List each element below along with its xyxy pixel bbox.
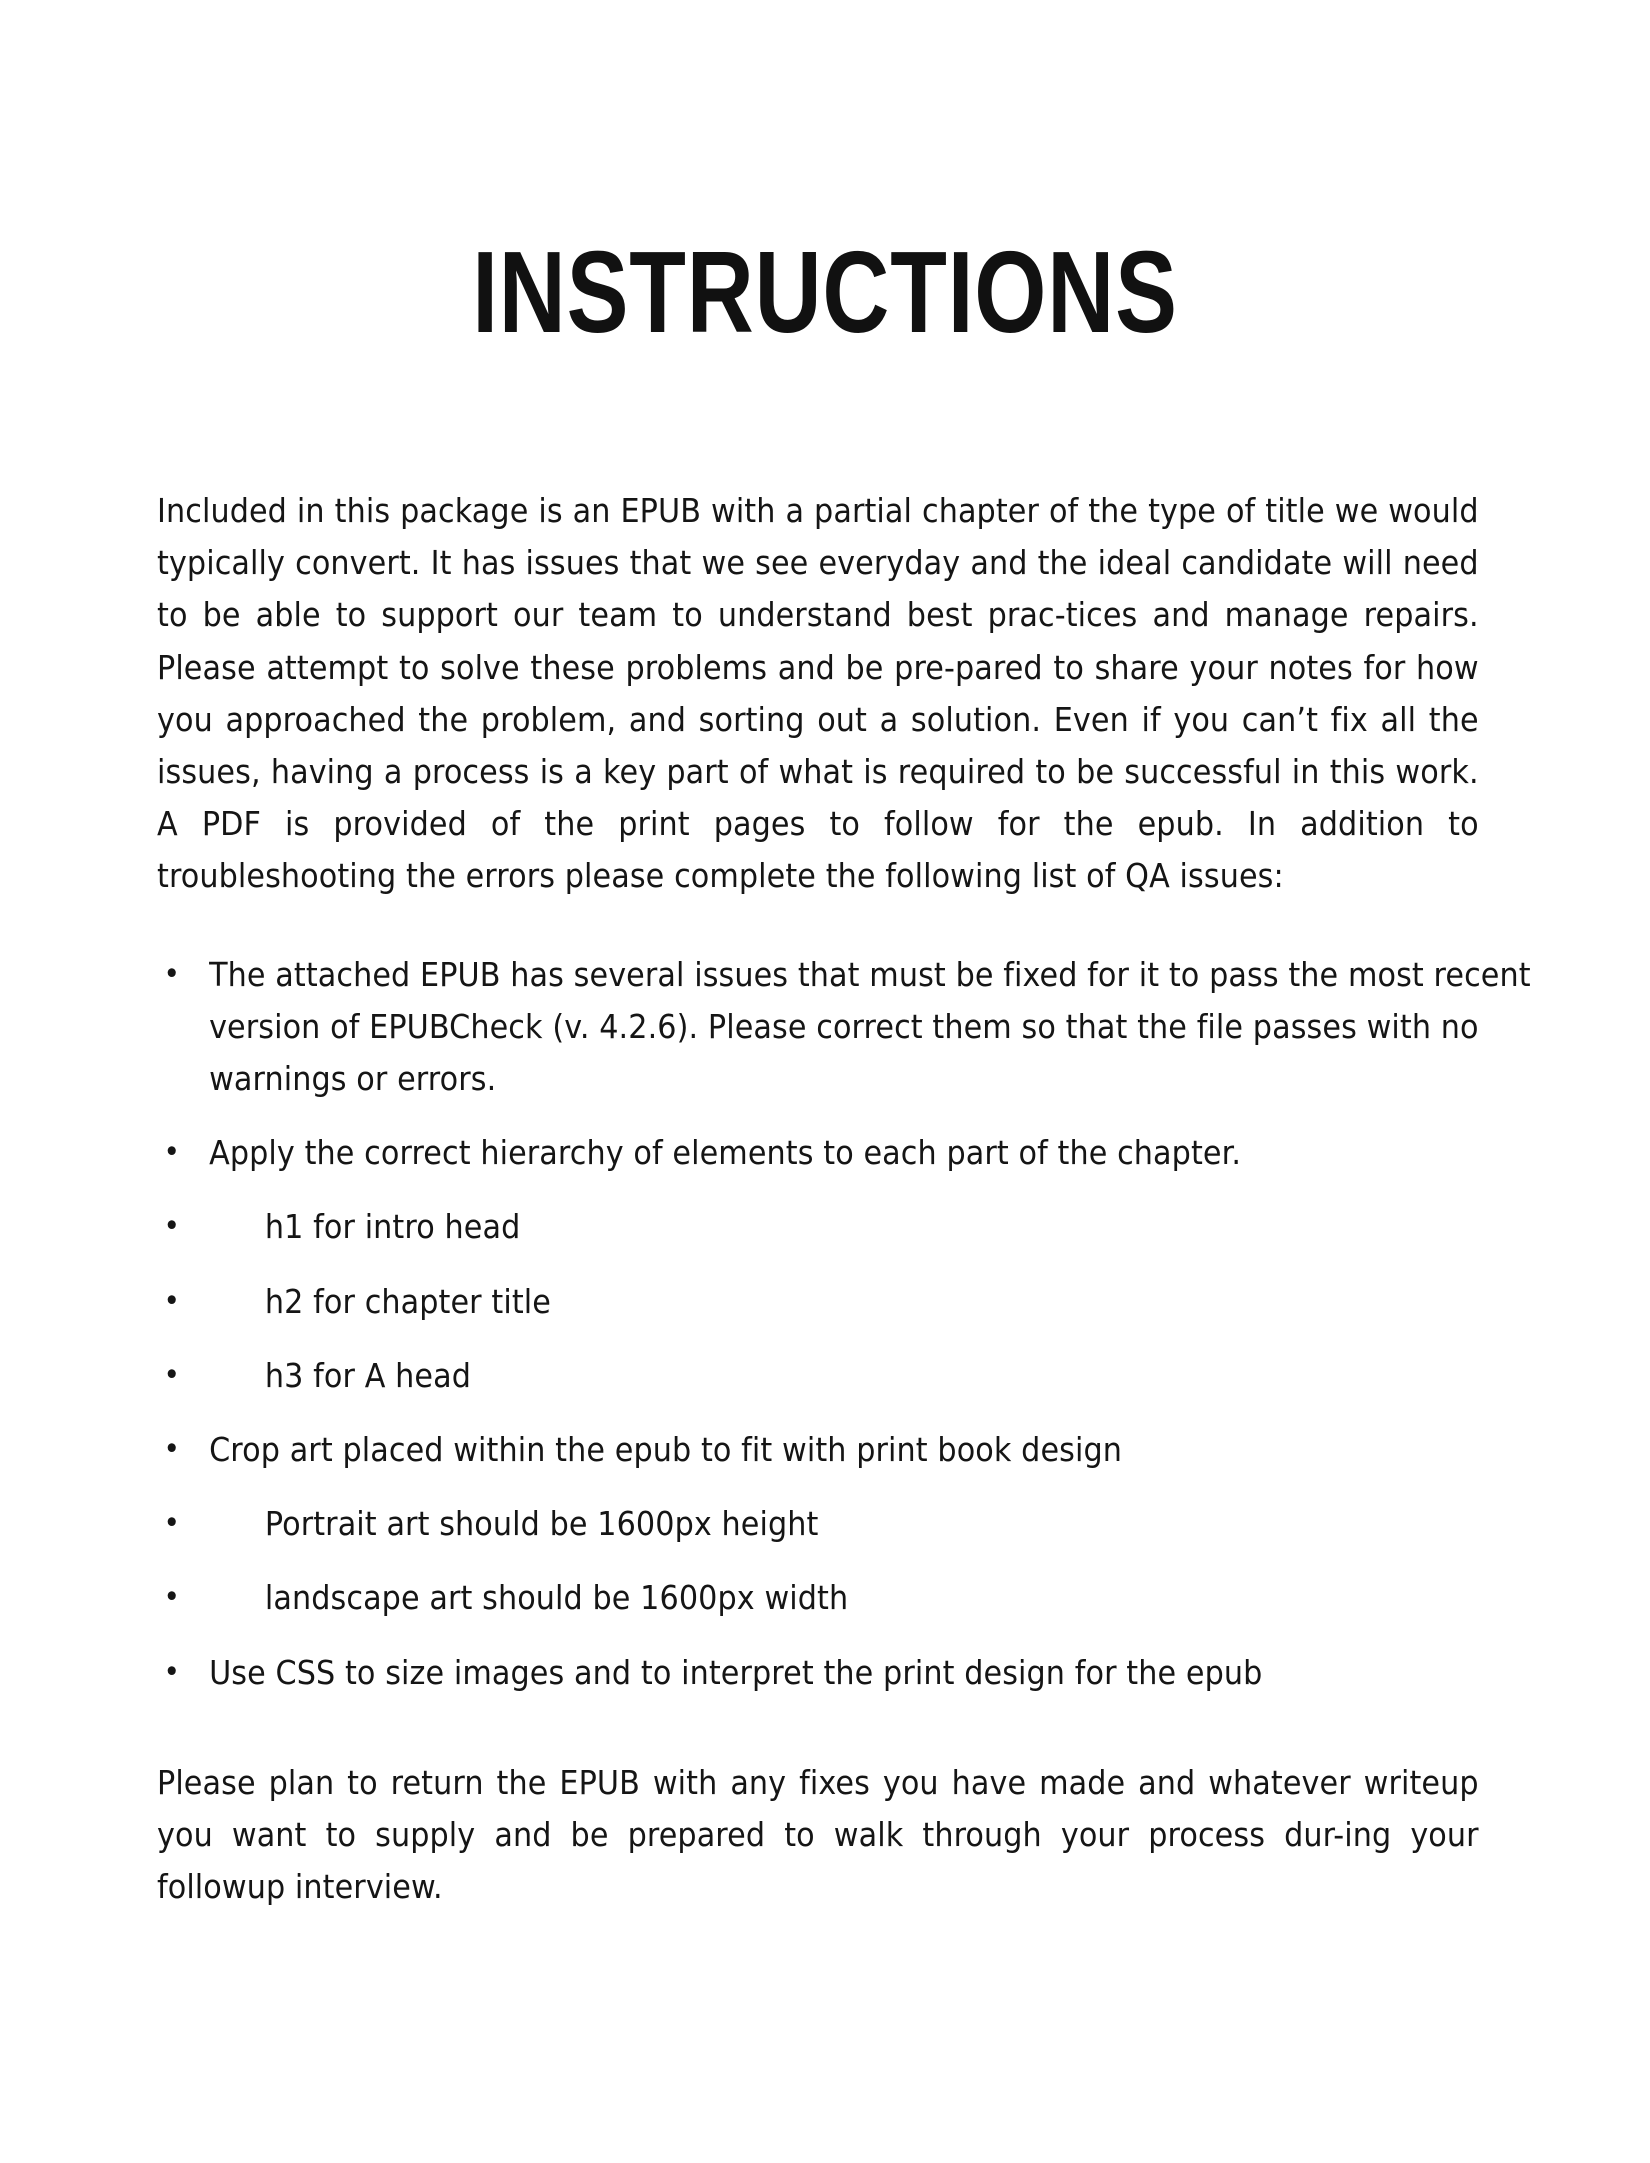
list-gap [157,1476,1479,1498]
list-item-text: Portrait art should be 1600px height [264,1505,819,1544]
list-gap [157,1328,1479,1350]
page-title: INSTRUCTIONS [472,226,1178,357]
list-item [157,1498,1587,1550]
list-item-text: Crop art placed within the epub to fit with print book design [209,1431,1123,1470]
list-item [157,949,1541,1106]
list-item [157,1647,1531,1699]
bullet-icon: • [163,1654,181,1690]
list-item [157,1350,1587,1402]
list-item-text: h1 for intro head [264,1208,521,1247]
list-item-text: h2 for chapter title [264,1282,551,1321]
intro-paragraph: Included in this package is an EPUB with a partial chapter of the type of title we would typically convert. It has issues that we see everyday and the ideal candidate will need to be able to support our team to understand best prac-tices and manage repairs. Please attempt to solve these problems and be pre-pared to share your notes for how you approached the problem, and sorting out a solution. Even if you can’t fix all the issues, having a process is a key part of what is required to be successful in this work. A PDF is provided of the print pages to follow for the epub. In addition to troubleshooting the errors please complete the following list of QA issues: [157,492,1489,896]
bullet-icon: • [163,1580,181,1616]
list-item-text: Use CSS to size images and to interpret the print design for the epub [209,1653,1263,1692]
list-gap [157,1625,1479,1647]
spacer-after-list [157,1699,1479,1757]
list-item-text: h3 for A head [264,1356,472,1395]
list-item [157,1276,1587,1328]
list-item-text: landscape art should be 1600px width [264,1579,849,1618]
list-gap [157,1179,1479,1201]
list-gap [157,1105,1479,1127]
list-item [157,1127,1531,1179]
qa-issues-list [157,949,1541,1699]
list-item [157,1572,1587,1624]
list-gap [157,1402,1479,1424]
list-item [157,1424,1531,1476]
bullet-icon: • [163,1432,181,1468]
document-body [157,485,1541,1913]
list-item-text: The attached EPUB has several issues that must be fixed for it to pass the most recent version of EPUBCheck (v. 4.2.6). Please correct them so that the file passes with no warnings or errors. [209,955,1541,1099]
bullet-icon: • [163,1135,181,1171]
bullet-icon: • [163,1209,181,1245]
bullet-icon: • [163,1357,181,1393]
closing-paragraph: Please plan to return the EPUB with any fixes you have made and whatever writeup you want to supply and be prepared to walk through your process dur-ing your followup interview. [157,1763,1489,1907]
spacer-before-list [157,903,1479,949]
list-item [157,1201,1587,1253]
bullet-icon: • [163,1506,181,1542]
list-gap [157,1254,1479,1276]
bullet-icon: • [163,956,181,992]
list-gap [157,1550,1479,1572]
bullet-icon: • [163,1283,181,1319]
list-item-text: Apply the correct hierarchy of elements to each part of the chapter. [209,1134,1242,1173]
